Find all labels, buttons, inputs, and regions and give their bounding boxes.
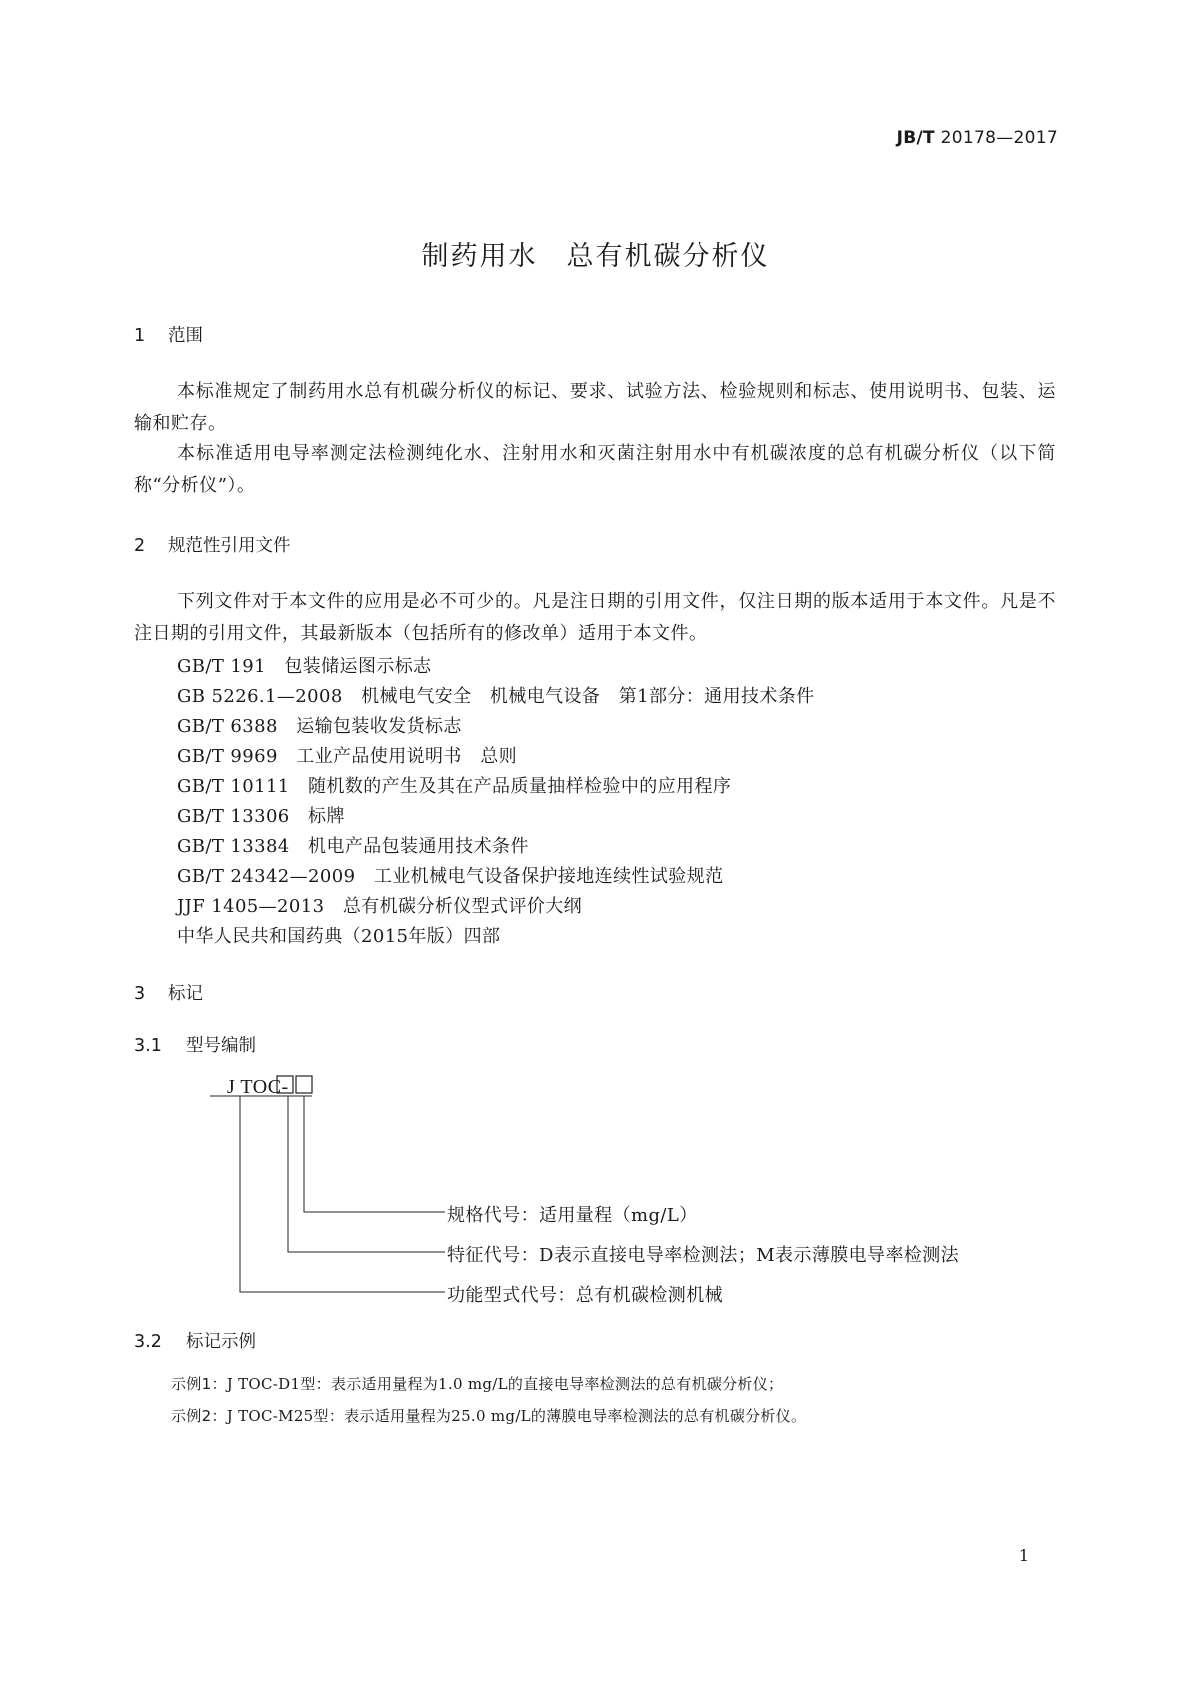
section-3-heading bbox=[134, 980, 203, 1005]
page-number: 1 bbox=[1018, 1546, 1029, 1565]
spec-code-box bbox=[277, 1076, 293, 1093]
example-text: J TOC-M25型：表示适用量程为25.0 mg/L的薄膜电导率检测法的总有机碳分析仪。 bbox=[226, 1407, 807, 1425]
example-label: 示例2： bbox=[171, 1407, 227, 1425]
standard-number bbox=[0, 128, 1058, 148]
reference-item: JJF 1405—2013 总有机碳分析仪型式评价大纲 bbox=[177, 896, 583, 917]
spec-leader-line bbox=[304, 1096, 445, 1212]
model-code-prefix: J TOC- bbox=[227, 1076, 289, 1098]
section-2-heading bbox=[134, 532, 291, 557]
feature-leader-line bbox=[288, 1096, 445, 1252]
reference-item: GB/T 24342—2009 工业机械电气设备保护接地连续性试验规范 bbox=[177, 866, 724, 887]
example-1 bbox=[171, 1373, 783, 1394]
example-2 bbox=[171, 1405, 806, 1426]
reference-item: 中华人民共和国药典（2015年版）四部 bbox=[177, 926, 501, 947]
subsection-3-2-heading bbox=[134, 1328, 256, 1353]
section-title: 标记 bbox=[168, 984, 203, 1004]
subsection-3-1-heading bbox=[134, 1032, 256, 1057]
section-title: 范围 bbox=[168, 326, 203, 346]
subsection-title: 型号编制 bbox=[186, 1036, 256, 1056]
example-label: 示例1： bbox=[171, 1375, 227, 1393]
section-1-heading bbox=[134, 322, 203, 347]
section-title: 规范性引用文件 bbox=[168, 536, 291, 556]
reference-item: GB/T 10111 随机数的产生及其在产品质量抽样检验中的应用程序 bbox=[177, 776, 732, 797]
section-1-paragraph-2: 本标准适用电导率测定法检测纯化水、注射用水和灭菌注射用水中有机碳浓度的总有机碳分析仪（以下简称“分析仪”）。 bbox=[134, 443, 1056, 496]
section-2-paragraph: 下列文件对于本文件的应用是必不可少的。凡是注日期的引用文件，仅注日期的版本适用于本文件。凡是不注日期的引用文件，其最新版本（包括所有的修改单）适用于本文件。 bbox=[134, 591, 1056, 644]
subsection-title: 标记示例 bbox=[186, 1332, 256, 1352]
example-text: J TOC-D1型：表示适用量程为1.0 mg/L的直接电导率检测法的总有机碳分析仪； bbox=[226, 1375, 784, 1393]
legend-feature-code: 特征代号：D表示直接电导率检测法；M表示薄膜电导率检测法 bbox=[447, 1245, 960, 1266]
feature-code-box bbox=[296, 1076, 312, 1093]
section-number: 2 bbox=[134, 536, 146, 556]
reference-item: GB/T 13384 机电产品包装通用技术条件 bbox=[177, 836, 529, 857]
section-number: 1 bbox=[134, 326, 146, 346]
reference-item: GB/T 13306 标牌 bbox=[177, 806, 345, 827]
reference-item: GB 5226.1—2008 机械电气安全 机械电气设备 第1部分：通用技术条件 bbox=[177, 686, 815, 707]
page-title: 制药用水 总有机碳分析仪 bbox=[421, 241, 770, 272]
reference-item: GB/T 9969 工业产品使用说明书 总则 bbox=[177, 746, 518, 767]
section-number: 3 bbox=[134, 984, 146, 1004]
subsection-number: 3.2 bbox=[134, 1332, 162, 1352]
standard-year: 20178—2017 bbox=[940, 128, 1058, 148]
section-1-paragraph-1: 本标准规定了制药用水总有机碳分析仪的标记、要求、试验方法、检验规则和标志、使用说明书、包装、运输和贮存。 bbox=[134, 381, 1056, 434]
function-leader-line bbox=[240, 1096, 445, 1292]
reference-item: GB/T 191 包装储运图示标志 bbox=[177, 656, 432, 677]
subsection-number: 3.1 bbox=[134, 1036, 162, 1056]
legend-function-code: 功能型式代号：总有机碳检测机械 bbox=[447, 1285, 723, 1306]
standard-prefix: JB/T bbox=[896, 128, 935, 148]
model-code-diagram bbox=[200, 1070, 500, 1310]
reference-item: GB/T 6388 运输包装收发货标志 bbox=[177, 716, 462, 737]
legend-spec-code: 规格代号：适用量程（mg/L） bbox=[447, 1205, 698, 1226]
